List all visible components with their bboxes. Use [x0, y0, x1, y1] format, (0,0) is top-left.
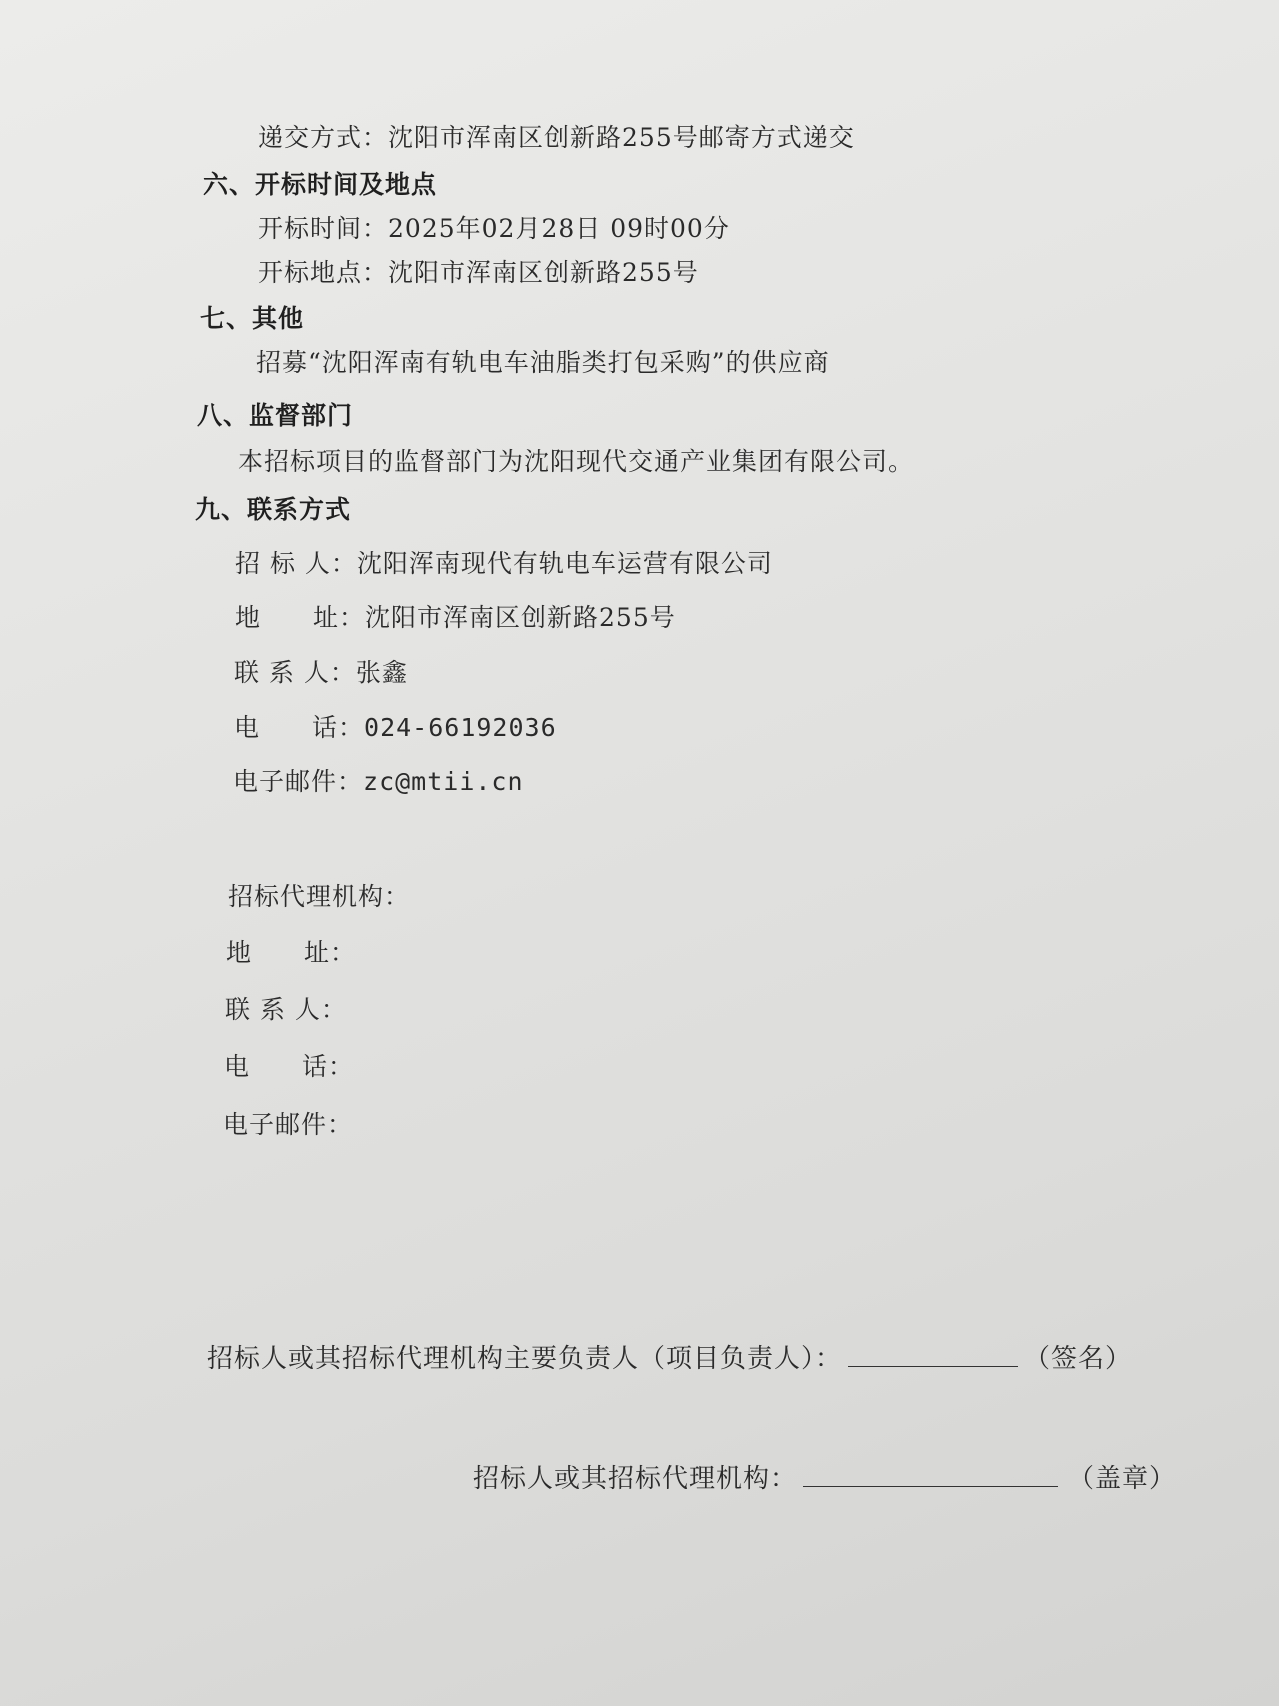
opening-time-label: 开标时间： — [258, 214, 389, 243]
agency-address-label: 地 址： — [226, 938, 357, 967]
section-7-text: 招募“沈阳浑南有轨电车油脂类打包采购”的供应商 — [256, 348, 830, 377]
delivery-method-value: 沈阳市浑南区创新路255号邮寄方式递交 — [388, 123, 855, 152]
tenderer-email-line — [233, 767, 524, 797]
tenderer-contact-label: 联 系 人： — [234, 658, 356, 687]
signature-suffix: （签名） — [1024, 1344, 1133, 1374]
tenderer-name-label: 招 标 人： — [235, 549, 357, 578]
opening-time-line — [258, 214, 730, 244]
tenderer-contact-value: 张鑫 — [355, 658, 408, 687]
tenderer-phone-value: 024-66192036 — [364, 713, 557, 742]
delivery-method-label: 递交方式： — [258, 123, 389, 152]
agency-name-label: 招标代理机构： — [228, 882, 411, 911]
seal-label: 招标人或其招标代理机构： — [473, 1464, 798, 1494]
tenderer-address-value: 沈阳市浑南区创新路255号 — [365, 603, 676, 632]
seal-line — [473, 1464, 1176, 1495]
tenderer-name-value: 沈阳浑南现代有轨电车运营有限公司 — [356, 549, 773, 578]
responsible-person-label: 招标人或其招标代理机构主要负责人（项目负责人）： — [207, 1344, 843, 1374]
opening-time-value: 2025年02月28日 09时00分 — [388, 214, 730, 243]
tenderer-address-line — [235, 603, 676, 633]
section-8-text: 本招标项目的监督部门为沈阳现代交通产业集团有限公司。 — [238, 447, 915, 476]
tenderer-phone-label: 电 话： — [234, 713, 365, 742]
signature-blank[interactable] — [848, 1344, 1018, 1367]
opening-place-label: 开标地点： — [258, 258, 389, 287]
seal-suffix: （盖章） — [1068, 1464, 1177, 1494]
opening-place-line — [258, 258, 699, 288]
signature-line — [207, 1344, 1132, 1375]
agency-email-label: 电子邮件： — [223, 1110, 354, 1139]
opening-place-value: 沈阳市浑南区创新路255号 — [388, 258, 699, 287]
agency-contact-label: 联 系 人： — [225, 995, 347, 1024]
tenderer-contact-line — [234, 658, 408, 688]
section-6-heading: 六、开标时间及地点 — [203, 170, 438, 199]
tenderer-phone-line — [234, 713, 557, 743]
tenderer-email-label: 电子邮件： — [233, 767, 364, 796]
tenderer-name-line — [235, 549, 773, 579]
section-8-heading: 八、监督部门 — [197, 401, 354, 430]
seal-blank[interactable] — [803, 1464, 1058, 1487]
delivery-method-line — [258, 123, 855, 153]
tenderer-email-value: zc@mtii.cn — [363, 767, 524, 796]
agency-phone-label: 电 话： — [224, 1052, 355, 1081]
tenderer-address-label: 地 址： — [235, 603, 366, 632]
section-9-heading: 九、联系方式 — [195, 495, 352, 524]
section-7-heading: 七、其他 — [200, 304, 305, 333]
